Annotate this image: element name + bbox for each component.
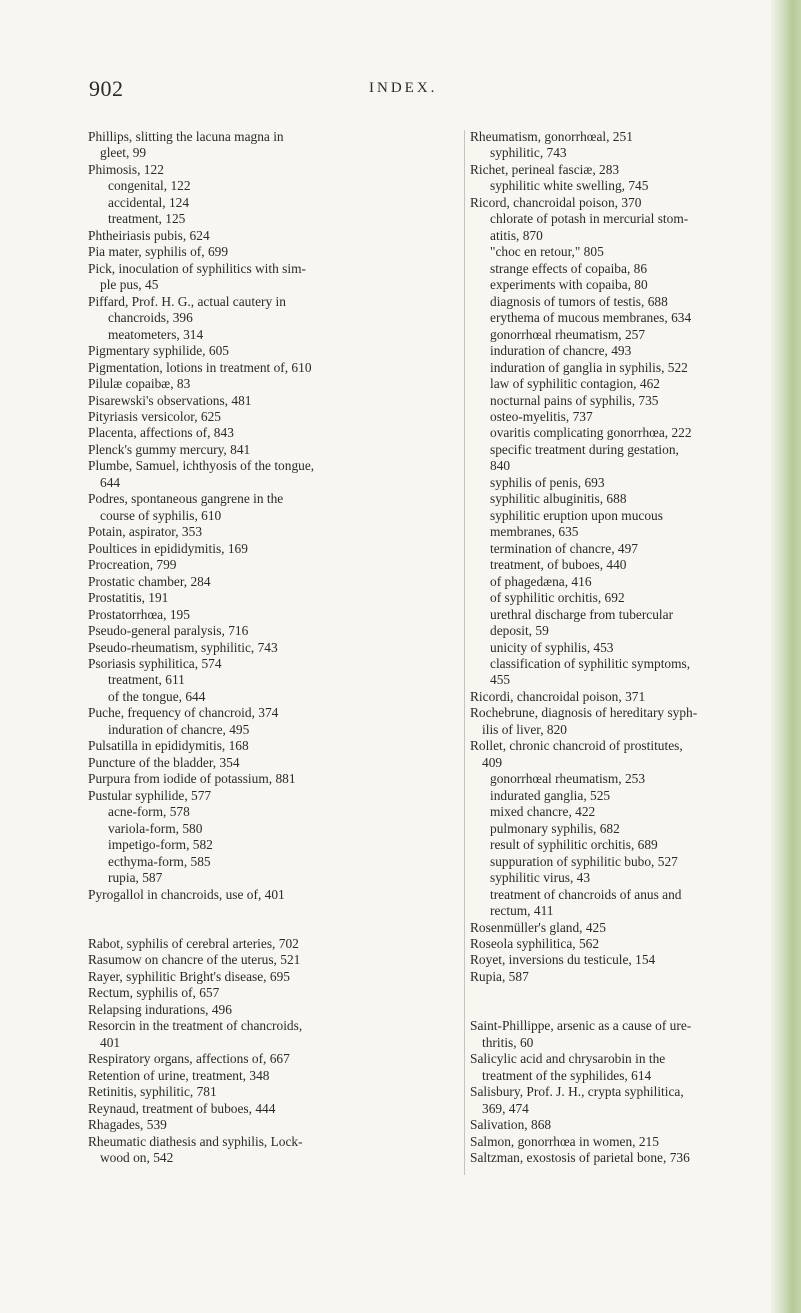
index-subentry: 455 [490,672,511,688]
index-continuation: treatment of the syphilides, 614 [482,1067,652,1083]
index-entry: Prostatic chamber, 284 [88,573,211,589]
index-subentry: syphilis of penis, 693 [490,474,605,490]
index-entry: Pseudo-rheumatism, syphilitic, 743 [88,639,278,655]
index-entry: Salicylic acid and chrysarobin in the [470,1051,666,1067]
index-entry: Pigmentary syphilide, 605 [88,343,229,359]
column-divider [464,130,465,1175]
index-subentry: congenital, 122 [108,178,191,194]
index-entry: Piffard, Prof. H. G., actual cautery in [88,293,286,309]
index-subentry: meatometers, 314 [108,326,204,342]
index-entry: Saltzman, exostosis of parietal bone, 736 [470,1150,690,1166]
index-entry: Relapsing indurations, 496 [88,1001,232,1017]
index-entry: Salisbury, Prof. J. H., crypta syphilitica, [470,1084,684,1100]
page-title: INDEX. [369,80,438,96]
index-entry: Rayer, syphilitic Bright's disease, 695 [88,968,290,984]
index-entry: Phillips, slitting the lacuna magna in [88,129,284,144]
index-entry: Rectum, syphilis of, 657 [88,985,220,1001]
index-continuation: ilis of liver, 820 [482,721,568,737]
index-entry: Saint-Phillippe, arsenic as a cause of ure- [470,1018,692,1034]
index-subentry: experiments with copaiba, 80 [490,277,648,293]
index-entry: Pigmentation, lotions in treatment of, 610 [88,359,312,375]
index-entry: Roseola syphilitica, 562 [470,935,600,951]
index-entry: Pulsatilla in epididymitis, 168 [88,738,249,754]
index-entry: Rochebrune, diagnosis of hereditary syph- [470,705,698,721]
index-entry: Ricordi, chancroidal poison, 371 [470,688,646,704]
index-entry: Resorcin in the treatment of chancroids, [88,1018,303,1034]
index-entry: Royet, inversions du testicule, 154 [470,952,656,968]
index-entry: Prostatorrhœa, 195 [88,606,190,622]
page-number: 902 [89,76,124,101]
index-entry: Retinitis, syphilitic, 781 [88,1084,217,1100]
index-subentry: syphilitic virus, 43 [490,870,591,886]
index-entry: Plumbe, Samuel, ichthyosis of the tongue, [88,458,315,474]
index-continuation: wood on, 542 [100,1150,174,1166]
index-subentry: nocturnal pains of syphilis, 735 [490,392,659,408]
index-continuation: thritis, 60 [482,1034,534,1050]
index-entry: Puche, frequency of chancroid, 374 [88,705,279,721]
index-subentry: 840 [490,458,511,474]
index-entry: Pityriasis versicolor, 625 [88,408,221,424]
index-subentry: deposit, 59 [490,623,549,639]
index-entry: Salmon, gonorrhœa in women, 215 [470,1133,659,1149]
page-edge [771,0,801,1313]
index-subentry: "choc en retour," 805 [490,244,604,260]
index-entry: Reynaud, treatment of buboes, 444 [88,1100,276,1116]
index-continuation: 401 [100,1034,121,1050]
index-entry: Placenta, affections of, 843 [88,425,234,441]
index-entry: Podres, spontaneous gangrene in the [88,491,284,507]
index-entry: Phimosis, 122 [88,161,164,177]
index-entry: Prostatitis, 191 [88,590,169,606]
index-subentry: accidental, 124 [108,194,190,210]
index-entry: Rosenmüller's gland, 425 [470,919,606,935]
section-gap [470,985,762,1018]
index-entry: Pyrogallol in chancroids, use of, 401 [88,886,285,902]
index-subentry: treatment, of buboes, 440 [490,557,627,573]
index-entry: Pia mater, syphilis of, 699 [88,244,229,260]
index-continuation: 644 [100,474,121,490]
index-entry: Ricord, chancroidal poison, 370 [470,194,642,210]
index-entry: Phtheiriasis pubis, 624 [88,227,210,243]
index-subentry: pulmonary syphilis, 682 [490,820,620,836]
index-subentry: law of syphilitic contagion, 462 [490,376,660,392]
index-subentry: ovaritis complicating gonorrhœa, 222 [490,425,692,441]
index-entry: Retention of urine, treatment, 348 [88,1067,270,1083]
index-subentry: rectum, 411 [490,903,554,919]
index-subentry: treatment of chancroids of anus and [490,886,682,902]
index-entry: Procreation, 799 [88,557,177,573]
left-column [88,129,460,1167]
index-subentry: impetigo-form, 582 [108,837,213,853]
index-entry: Rollet, chronic chancroid of prostitutes, [470,738,683,754]
index-entry: Purpura from iodide of potassium, 881 [88,771,296,787]
index-entry: Rheumatism, gonorrhœal, 251 [470,129,633,144]
index-subentry: gonorrhœal rheumatism, 253 [490,771,646,787]
index-entry: Pick, inoculation of syphilitics with sim- [88,260,306,276]
index-continuation: gleet, 99 [100,145,147,161]
index-subentry: of the tongue, 644 [108,688,206,704]
index-subentry: atitis, 870 [490,227,543,243]
index-entry: Salivation, 868 [470,1117,552,1133]
index-subentry: treatment, 611 [108,672,185,688]
index-subentry: classification of syphilitic symptoms, [490,656,691,671]
index-entry: Rabot, syphilis of cerebral arteries, 702 [88,935,299,951]
index-subentry: result of syphilitic orchitis, 689 [490,837,658,853]
index-subentry: suppuration of syphilitic bubo, 527 [490,853,678,869]
index-continuation: 409 [482,754,503,770]
index-subentry: induration of ganglia in syphilis, 522 [490,359,688,375]
right-column [470,129,762,1167]
index-subentry: specific treatment during gestation, [490,441,679,457]
index-entry: Richet, perineal fasciæ, 283 [470,161,620,177]
index-subentry: syphilitic, 743 [490,145,567,161]
index-continuation: course of syphilis, 610 [100,507,222,523]
index-entry: Pilulæ copaibæ, 83 [88,376,191,392]
index-continuation: ple pus, 45 [100,277,159,293]
index-subentry: rupia, 587 [108,870,163,886]
index-subentry: induration of chancre, 493 [490,343,632,359]
index-entry: Rhagades, 539 [88,1117,167,1133]
index-entry: Plenck's gummy mercury, 841 [88,441,251,457]
index-subentry: syphilitic eruption upon mucous [490,507,663,523]
index-subentry: variola-form, 580 [108,820,203,836]
index-subentry: indurated ganglia, 525 [490,787,611,803]
index-subentry: urethral discharge from tubercular [490,606,674,622]
index-subentry: termination of chancre, 497 [490,540,638,556]
index-entry: Rheumatic diathesis and syphilis, Lock- [88,1133,303,1149]
index-subentry: diagnosis of tumors of testis, 688 [490,293,668,309]
index-subentry: membranes, 635 [490,524,579,540]
index-subentry: ecthyma-form, 585 [108,853,211,869]
index-subentry: osteo-myelitis, 737 [490,408,593,424]
index-subentry: acne-form, 578 [108,804,190,820]
index-subentry: erythema of mucous membranes, 634 [490,310,692,326]
index-entry: Pseudo-general paralysis, 716 [88,623,249,639]
index-subentry: strange effects of copaiba, 86 [490,260,648,276]
index-entry: Respiratory organs, affections of, 667 [88,1051,290,1067]
index-entry: Rupia, 587 [470,968,529,984]
index-continuation: 369, 474 [482,1100,529,1116]
index-subentry: unicity of syphilis, 453 [490,639,614,655]
index-subentry: of phagedæna, 416 [490,573,592,589]
index-subentry: induration of chancre, 495 [108,721,250,737]
section-gap [88,903,460,936]
index-subentry: of syphilitic orchitis, 692 [490,590,625,606]
index-entry: Pisarewski's observations, 481 [88,392,252,408]
index-subentry: syphilitic white swelling, 745 [490,178,649,194]
index-subentry: syphilitic albuginitis, 688 [490,491,627,507]
index-subentry: gonorrhœal rheumatism, 257 [490,326,646,342]
index-subentry: treatment, 125 [108,211,186,227]
index-subentry: chancroids, 396 [108,310,193,326]
index-entry: Rasumow on chancre of the uterus, 521 [88,952,301,968]
index-entry: Potain, aspirator, 353 [88,524,203,540]
index-entry: Puncture of the bladder, 354 [88,754,240,770]
index-subentry: mixed chancre, 422 [490,804,596,820]
index-entry: Psoriasis syphilitica, 574 [88,656,222,671]
index-subentry: chlorate of potash in mercurial stom- [490,211,689,227]
index-entry: Pustular syphilide, 577 [88,787,212,803]
index-entry: Poultices in epididymitis, 169 [88,540,248,556]
